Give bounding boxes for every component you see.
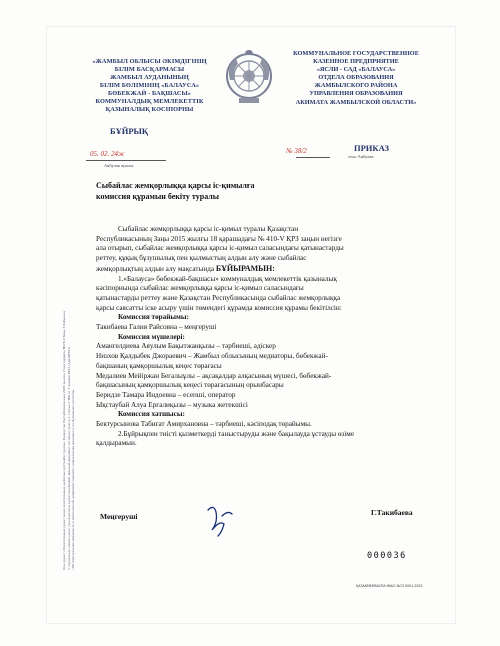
body-line-text: 1.«Балауса» бөбекжай-бақшасы» коммуналдық мемлекеттік қазыналық: [118, 274, 337, 283]
header-russian-line: АКИМАТА ЖАМБЫЛСКОЙ ОБЛАСТИ»: [295, 98, 417, 106]
header-kazakh-line: ЖАМБЫЛ АУДАНЫНЫҢ: [110, 74, 189, 81]
side-legal-line: 1 тармағына сәйкес қағаз тасығыштағы құжатпен бірдей. Данный документ согласно пункту 1 статьи 7 ЗРК от 7 января 2003 года N370-II: [66, 346, 71, 570]
body-line: [96, 284, 416, 294]
body-line-text: Беридзе Тамара Индоевна – есепші, оператор: [96, 390, 236, 399]
header-kazakh-line: КОММУНАЛДЫҚ МЕМЛЕКЕТТІК: [95, 98, 204, 105]
header-kazakh-line: «ЖАМБЫЛ ОБЛЫСЫ ӘКІМДІГІНІҢ: [92, 58, 207, 65]
side-legal-line: «Об электронном документе и электронной цифровой подписи» равнозначен документу на бумажном носителе.: [71, 388, 76, 570]
order-title-line: комиссия құрамын бекіту туралы: [96, 191, 219, 201]
serial-number: 000036: [367, 551, 407, 561]
doc-type-kazakh: БҰЙРЫҚ: [110, 126, 149, 136]
handwritten-date: 05. 02. 24ж: [90, 150, 125, 158]
body-line-text: қатынастарды реттеу және Қазақстан Республикасында сыбайлас жемқорлыққа: [96, 293, 341, 302]
body-line-text: 2.Бұйрықпен тиісті қызметкерді таныстыруды және бақылауда ұстауды өзіме: [118, 429, 355, 438]
body-line: [96, 391, 416, 401]
header-russian-line: ОТДЕЛА ОБРАЗОВАНИЯ: [318, 74, 394, 82]
body-line: [96, 254, 416, 264]
order-body: [96, 225, 416, 449]
body-line-text: Низхов Қалдыбек Джораевич – Жамбыл облысының медиаторы, бөбекжай-: [96, 352, 328, 361]
body-line: [96, 439, 416, 449]
body-line-text: Амангелдиева Аяулым Бақытжанқызы – тәрбиеші, әдіскер: [96, 342, 276, 351]
body-line: [96, 275, 416, 285]
header-russian-line: ЖАМБЫЛСКОГО РАЙОНА: [314, 82, 398, 90]
header-kazakh-line: БІЛІМ БАСҚАРМАСЫ: [114, 66, 185, 73]
body-line-text: бақшаның қамқоршылық кеңес төрағасы: [96, 361, 222, 370]
body-line-text: бақшасының қамқоршылық кеңесі төрағасының орынбасары: [96, 381, 284, 390]
body-line-text: жемқорлықтың алдын алу мақсатында: [96, 264, 215, 273]
body-line-text: Такибаева Галия Райсовна – меңгеруші: [96, 323, 217, 332]
body-line-text: ала отырып, сыбайлас жемқорлыққа қарсы іс-қимыл саласындағы қатынастарды: [96, 244, 344, 253]
body-line: [96, 244, 416, 254]
header-russian-line: КОММУНАЛЬНОЕ ГОСУДАРСТВЕННОЕ: [293, 50, 419, 57]
number-underline: [296, 157, 330, 158]
body-line-text: қалдырамын.: [96, 439, 137, 448]
order-title-line: Сыбайлас жемқорлыққа қарсы іс-қимылға: [96, 181, 255, 190]
header-kazakh: [72, 58, 227, 114]
side-legal-notice: [58, 240, 78, 570]
body-line-text: Ықстаубай Алуа Ерғалиқызы – музыка жетекшісі: [96, 400, 248, 409]
body-line-text: Медалиев Мейіржан Бегалыұлы – ақсақалдар алқасының мүшесі, бөбекжай-: [96, 371, 332, 380]
header-russian-line: «ЯСЛИ - САД «БАЛАУСА»: [316, 66, 396, 74]
section-heading: [96, 313, 416, 323]
city-label-kazakh: Аябулак ауылы: [104, 163, 134, 168]
side-legal-line: Осы құжат «Электрондық құжат және электрондық цифрлық қолтаңба туралы» Қазақстан Республикасының 2003 жылғы 7 қаңтардағы N370-II Заңы 7 бабының: [62, 311, 66, 570]
header-kazakh-line: ҚАЗЫНАЛЫҚ КӘСІПОРНЫ: [105, 106, 194, 113]
signatory-name: Г.Такибаева: [371, 508, 413, 517]
body-line: [96, 235, 416, 245]
date-underline: [86, 160, 166, 161]
body-line: [96, 362, 416, 372]
body-line: [96, 225, 416, 235]
printer-footer-code: ҚАЗАҚМЕМБАСПА·ЖШС №13 0001-2020: [356, 584, 423, 588]
signature-label: Меңгеруші: [100, 512, 138, 521]
header-russian-line: УПРАВЛЕНИЯ ОБРАЗОВАНИЯ: [309, 90, 403, 98]
body-line-text: реттеу, құқық бұзушылық пен қылмыстың алдын алу және сыбайлас: [96, 254, 307, 263]
section-heading: [96, 333, 416, 343]
city-label-russian: село Аябулак: [348, 154, 374, 159]
body-line-text: Комиссия мүшелері:: [118, 332, 185, 341]
body-line: [96, 304, 416, 314]
body-line: [96, 352, 416, 362]
body-line: [96, 264, 416, 275]
body-line: [96, 342, 416, 352]
body-line-text: Сыбайлас жемқорлыққа қарсы іс-қимыл туралы Қазақстан: [118, 225, 299, 233]
body-line: [96, 323, 416, 333]
header-russian: [272, 50, 440, 107]
body-line-text: Комиссия төрайымы:: [118, 313, 189, 322]
body-line: [96, 381, 416, 391]
doc-type-russian: ПРИКАЗ: [354, 143, 389, 153]
side-legal-text: [62, 240, 76, 570]
header-kazakh-line: БІЛІМ БӨЛІМІНІҢ «БАЛАУСА»: [99, 82, 200, 89]
body-line-text: Комиссия хатшысы:: [118, 410, 185, 419]
body-line: [96, 401, 416, 411]
body-line-text: кәсіпорнында сыбайлас жемқорлыққа қарсы іс-қимыл саласындағы: [96, 284, 304, 293]
body-line-text: Республикасының Заңы 2015 жылғы 18 қарашадағы № 410-V ҚРЗ заңын негізге: [96, 234, 342, 243]
order-keyword: БҰЙЫРАМЫН:: [215, 263, 275, 273]
header-russian-line: КАЗЕННОЕ ПРЕДПРИЯТИЕ: [313, 58, 399, 66]
body-line: [96, 420, 416, 430]
header-kazakh-line: БӨБЕКЖАЙ - БАҚШАСЫ»: [107, 90, 192, 97]
handwritten-order-number: № 38/2: [286, 147, 307, 155]
body-line: [96, 372, 416, 382]
body-line: [96, 294, 416, 304]
order-title: [96, 181, 255, 202]
state-emblem-icon: [224, 50, 274, 108]
handwritten-signature: [200, 500, 240, 540]
section-heading: [96, 410, 416, 420]
body-line-text: Бектурсынова Табиғат Амирхановна – тәрбиеші, кәсіподақ төрайымы.: [96, 420, 312, 429]
body-line: [96, 430, 416, 440]
body-line-text: қарсы саясатты іске асыру үшін төмендегі құрамда комиссия құрамы бекітілсін:: [96, 303, 342, 312]
